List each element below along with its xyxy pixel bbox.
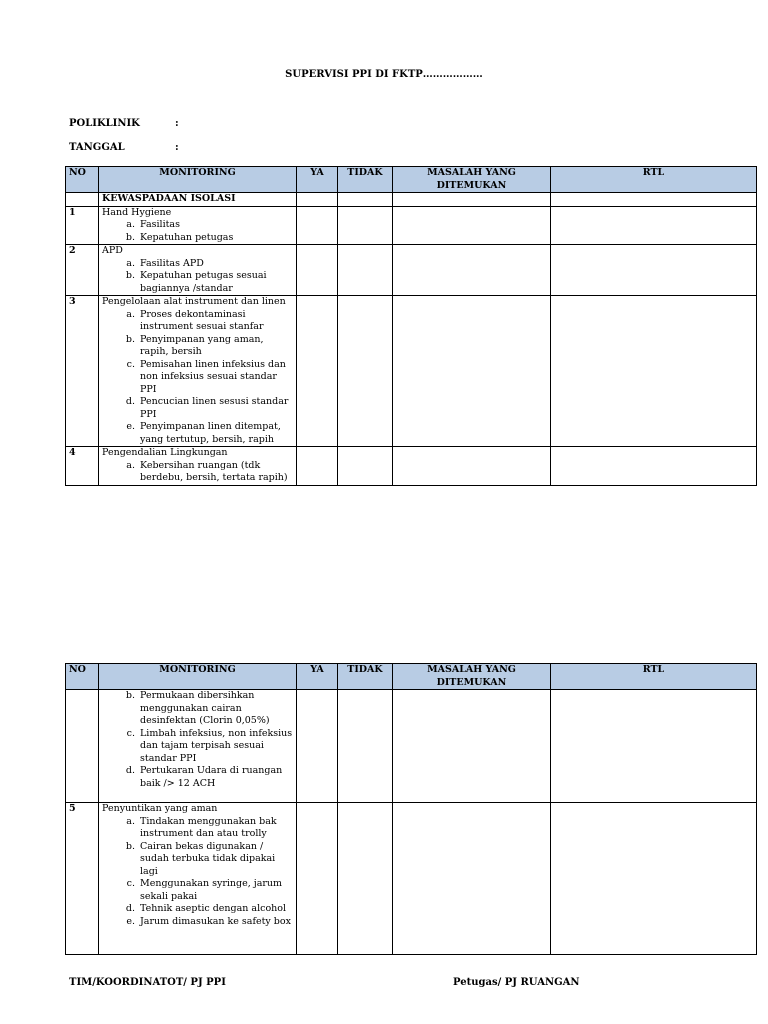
monitoring-item-title: Pengelolaan alat instrument dan linen <box>102 296 286 307</box>
cell-tidak[interactable] <box>338 447 393 486</box>
cell-masalah[interactable] <box>393 206 551 245</box>
table-row <box>66 245 757 296</box>
cell-tidak[interactable] <box>338 206 393 245</box>
field-tanggal <box>69 142 179 153</box>
sub-item: c. Menggunakan syringe, jarum sekali pakai <box>138 878 293 903</box>
cell-monitoring <box>99 296 297 447</box>
sub-item: a. Kebersihan ruangan (tdk berdebu, bersih, tertata rapih) <box>138 460 293 485</box>
monitoring-item-title: Pengendalian Lingkungan <box>102 447 228 458</box>
cell-no <box>66 690 99 803</box>
table-header-row <box>66 167 757 193</box>
section-label: KEWASPADAAN ISOLASI <box>99 193 297 207</box>
cell-monitoring <box>99 245 297 296</box>
cell-ya[interactable] <box>297 245 338 296</box>
cell-rtl[interactable] <box>551 245 757 296</box>
cell-rtl[interactable] <box>551 803 757 955</box>
cell-masalah[interactable] <box>393 803 551 955</box>
col-rtl: RTL <box>551 664 757 690</box>
table-row <box>66 447 757 486</box>
cell-ya[interactable] <box>297 803 338 955</box>
sub-item-list <box>102 460 293 485</box>
monitoring-table-1 <box>65 166 757 486</box>
cell-rtl[interactable] <box>551 690 757 803</box>
cell-no: 3 <box>66 296 99 447</box>
cell-masalah[interactable] <box>393 296 551 447</box>
cell-monitoring <box>99 447 297 486</box>
monitoring-table-2 <box>65 663 757 955</box>
cell-rtl[interactable] <box>551 206 757 245</box>
cell-masalah[interactable] <box>393 690 551 803</box>
sub-item-list <box>102 309 293 447</box>
cell-tidak[interactable] <box>338 296 393 447</box>
field-label: POLIKLINIK <box>69 118 140 129</box>
field-label: TANGGAL <box>69 142 125 153</box>
sub-item: a. Fasilitas <box>138 219 293 232</box>
cell-ya[interactable] <box>297 296 338 447</box>
col-ya: YA <box>297 167 338 193</box>
cell-ya[interactable] <box>297 447 338 486</box>
sub-item-list <box>102 258 293 296</box>
sub-item: b. Penyimpanan yang aman, rapih, bersih <box>138 334 293 359</box>
section-row <box>66 193 757 207</box>
sub-item: e. Jarum dimasukan ke safety box <box>138 916 293 929</box>
cell-ya[interactable] <box>297 193 338 207</box>
cell-tidak[interactable] <box>338 193 393 207</box>
sub-item: c. Limbah infeksius, non infeksius dan tajam terpisah sesuai standar PPI <box>138 728 293 766</box>
field-separator: : <box>175 118 179 129</box>
cell-masalah[interactable] <box>393 193 551 207</box>
sub-item: a. Tindakan menggunakan bak instrument dan atau trolly <box>138 816 293 841</box>
cell-ya[interactable] <box>297 690 338 803</box>
monitoring-item-title: Hand Hygiene <box>102 206 172 218</box>
col-tidak: TIDAK <box>338 167 393 193</box>
sub-item: e. Penyimpanan linen ditempat, yang tertutup, bersih, rapih <box>138 421 293 446</box>
table-row <box>66 803 757 955</box>
sub-item: c. Pemisahan linen infeksius dan non infeksius sesuai standar PPI <box>138 359 293 397</box>
table-row <box>66 296 757 447</box>
sub-item: b. Permukaan dibersihkan menggunakan cairan desinfektan (Clorin 0,05%) <box>138 690 293 728</box>
footer-signature-right: Petugas/ PJ RUANGAN <box>453 977 580 988</box>
sub-item: b. Kepatuhan petugas sesuai bagiannya /standar <box>138 270 293 295</box>
sub-item: d. Tehnik aseptic dengan alcohol <box>138 903 293 916</box>
col-rtl: RTL <box>551 167 757 193</box>
footer-signature-left: TIM/KOORDINATOT/ PJ PPI <box>69 977 226 988</box>
cell-ya[interactable] <box>297 206 338 245</box>
monitoring-item-title: Penyuntikan yang aman <box>102 803 218 814</box>
form-title: SUPERVISI PPI DI FKTP……………… <box>285 69 483 80</box>
field-separator: : <box>175 142 179 153</box>
sub-item: b. Cairan bekas digunakan / sudah terbuka tidak dipakai lagi <box>138 841 293 879</box>
cell-rtl[interactable] <box>551 296 757 447</box>
cell-monitoring <box>99 803 297 955</box>
cell-monitoring <box>99 690 297 803</box>
col-no: NO <box>66 664 99 690</box>
sub-item: d. Pertukaran Udara di ruangan baik /> 12 ACH <box>138 765 293 790</box>
sub-item-list <box>102 219 293 244</box>
cell-masalah[interactable] <box>393 245 551 296</box>
col-no: NO <box>66 167 99 193</box>
col-tidak: TIDAK <box>338 664 393 690</box>
cell-tidak[interactable] <box>338 245 393 296</box>
col-monitoring: MONITORING <box>99 167 297 193</box>
table-row <box>66 690 757 803</box>
sub-item-list <box>102 816 293 929</box>
cell-tidak[interactable] <box>338 803 393 955</box>
sub-item-list <box>102 690 293 790</box>
cell-rtl[interactable] <box>551 193 757 207</box>
col-masalah: MASALAH YANG DITEMUKAN <box>393 167 551 193</box>
sub-item: a. Fasilitas APD <box>138 258 293 271</box>
sub-item: a. Proses dekontaminasi instrument sesuai stanfar <box>138 309 293 334</box>
col-ya: YA <box>297 664 338 690</box>
table-header-row <box>66 664 757 690</box>
cell-monitoring <box>99 206 297 245</box>
col-masalah: MASALAH YANG DITEMUKAN <box>393 664 551 690</box>
monitoring-item-title: APD <box>102 245 123 256</box>
cell-masalah[interactable] <box>393 447 551 486</box>
cell-tidak[interactable] <box>338 690 393 803</box>
table-row <box>66 206 757 245</box>
cell-no: 5 <box>66 803 99 955</box>
cell-no: 1 <box>66 206 99 245</box>
col-monitoring: MONITORING <box>99 664 297 690</box>
field-poliklinik <box>69 118 179 129</box>
cell-no: 2 <box>66 245 99 296</box>
cell-rtl[interactable] <box>551 447 757 486</box>
cell-no <box>66 193 99 207</box>
cell-no: 4 <box>66 447 99 486</box>
sub-item: d. Pencucian linen sesusi standar PPI <box>138 396 293 421</box>
sub-item: b. Kepatuhan petugas <box>138 232 293 245</box>
